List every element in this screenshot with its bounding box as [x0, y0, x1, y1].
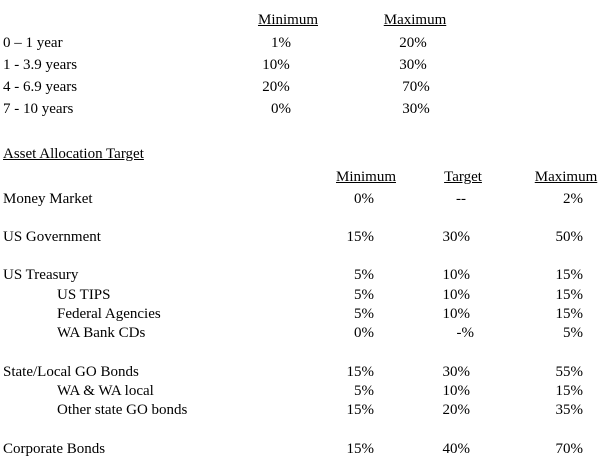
- allocation-target-value: 30%: [442, 229, 470, 245]
- allocation-row-label: US Treasury: [3, 267, 79, 283]
- allocation-target-value: 10%: [442, 267, 470, 283]
- allocation-title: Asset Allocation Target: [3, 146, 144, 162]
- allocation-target-value: -%: [456, 325, 474, 341]
- maturity-maximum-value: 20%: [399, 35, 427, 51]
- allocation-minimum-value: 15%: [346, 441, 374, 457]
- allocation-minimum-value: 15%: [346, 364, 374, 380]
- maturity-minimum-value: 10%: [262, 57, 290, 73]
- allocation-row-label: Corporate Bonds: [3, 441, 106, 457]
- maturity-minimum-header: Minimum: [257, 12, 319, 28]
- allocation-maximum-header: Maximum: [534, 169, 598, 185]
- allocation-row-label: WA & WA local: [57, 383, 154, 399]
- maturity-minimum-value: 20%: [262, 79, 290, 95]
- allocation-target-value: 30%: [442, 364, 470, 380]
- allocation-target-value: 40%: [442, 441, 470, 457]
- allocation-maximum-value: 55%: [555, 364, 583, 380]
- allocation-minimum-value: 0%: [354, 325, 374, 341]
- maturity-maximum-value: 70%: [402, 79, 430, 95]
- allocation-maximum-value: 15%: [555, 383, 583, 399]
- allocation-maximum-value: 2%: [563, 191, 583, 207]
- allocation-target-value: 20%: [442, 402, 470, 418]
- allocation-maximum-value: 50%: [555, 229, 583, 245]
- allocation-row-label: US Government: [3, 229, 101, 245]
- allocation-row-label: US TIPS: [57, 287, 111, 303]
- allocation-minimum-value: 5%: [354, 267, 374, 283]
- allocation-row-label: WA Bank CDs: [57, 325, 146, 341]
- allocation-row-label: Federal Agencies: [57, 306, 161, 322]
- allocation-maximum-value: 15%: [555, 287, 583, 303]
- allocation-minimum-value: 0%: [354, 191, 374, 207]
- maturity-minimum-value: 1%: [271, 35, 291, 51]
- maturity-range-label: 1 - 3.9 years: [3, 57, 78, 73]
- allocation-row-label: Other state GO bonds: [57, 402, 188, 418]
- allocation-maximum-value: 70%: [555, 441, 583, 457]
- maturity-minimum-value: 0%: [271, 101, 291, 117]
- maturity-maximum-header: Maximum: [383, 12, 447, 28]
- allocation-target-value: --: [456, 191, 466, 207]
- maturity-range-label: 0 – 1 year: [3, 35, 63, 51]
- allocation-maximum-value: 35%: [555, 402, 583, 418]
- allocation-minimum-value: 15%: [346, 402, 374, 418]
- allocation-row-label: State/Local GO Bonds: [3, 364, 139, 380]
- allocation-minimum-value: 15%: [346, 229, 374, 245]
- allocation-maximum-value: 15%: [555, 267, 583, 283]
- allocation-minimum-value: 5%: [354, 287, 374, 303]
- allocation-minimum-header: Minimum: [335, 169, 397, 185]
- maturity-maximum-value: 30%: [399, 57, 427, 73]
- maturity-range-label: 7 - 10 years: [3, 101, 74, 117]
- allocation-maximum-value: 5%: [563, 325, 583, 341]
- allocation-target-header: Target: [444, 169, 482, 185]
- allocation-minimum-value: 5%: [354, 383, 374, 399]
- maturity-range-label: 4 - 6.9 years: [3, 79, 78, 95]
- maturity-maximum-value: 30%: [402, 101, 430, 117]
- allocation-maximum-value: 15%: [555, 306, 583, 322]
- allocation-target-value: 10%: [442, 287, 470, 303]
- allocation-minimum-value: 5%: [354, 306, 374, 322]
- allocation-target-value: 10%: [442, 306, 470, 322]
- allocation-target-value: 10%: [442, 383, 470, 399]
- allocation-row-label: Money Market: [3, 191, 93, 207]
